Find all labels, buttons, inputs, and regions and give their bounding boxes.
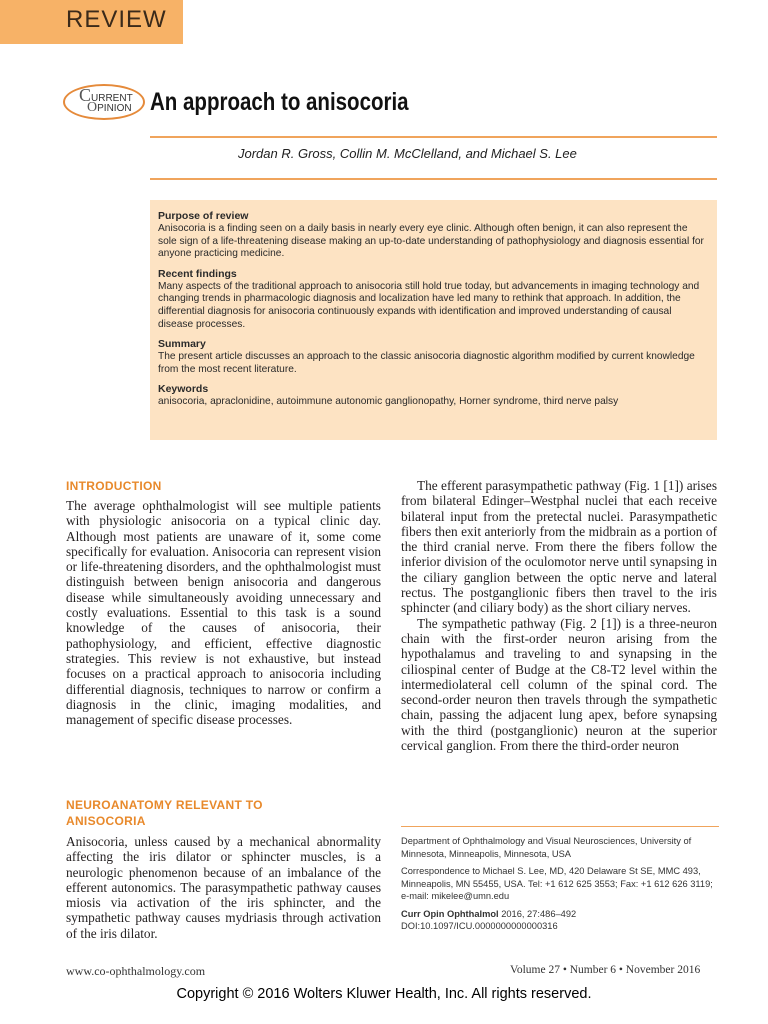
summary-text: The present article discusses an approach to the classic anisocoria diagnostic algorithm modified by current knowledge from the most recent literature. — [158, 351, 695, 375]
purpose-text: Anisocoria is a finding seen on a daily basis in nearly every eye clinic. Although often benign, it can also represent the sole sign of a life-threatening disease making an up-to-date understanding of pathophysiology and diagnosis essential for anyone practicing medicine. — [158, 223, 704, 260]
article-title: An approach to anisocoria — [150, 88, 409, 116]
findings-heading: Recent findings — [158, 267, 237, 280]
citation-journal: Curr Opin Ophthalmol — [401, 908, 499, 919]
copyright-notice: Copyright © 2016 Wolters Kluwer Health, Inc. All rights reserved. — [176, 986, 592, 1002]
summary-heading: Summary — [158, 338, 206, 351]
logo-letter-c: C — [79, 85, 92, 105]
review-tab — [0, 0, 183, 44]
current-opinion-logo — [63, 84, 145, 120]
logo-letter-o: O — [87, 100, 98, 115]
keywords-text: anisocoria, apraclonidine, autoimmune autonomic ganglionopathy, Horner syndrome, third nerve palsy — [158, 396, 619, 408]
introduction-paragraph: The average ophthalmologist will see multiple patients with physiologic anisocoria on a typical clinic day. Although most patients are unaware of it, some come specifically for evaluation. Anisocoria can represent vision or life-threatening disorders, and the ophthalmologist must distinguish between benign anisocoria and dangerous disease while simultaneously avoiding unnecessary and costly evaluations. Essential to this task is a sound knowledge of the causes of anisocoria, their pathophysiology, and efficient, effective diagnostic strategies. This review is not exhaustive, but instead focuses on a practical approach to anisocoria including differential diagnosis, techniques to narrow or confirm a diagnosis in the clinic, imaging modalities, and management of specific disease processes. — [66, 498, 381, 728]
findings-text: Many aspects of the traditional approach to anisocoria still hold true today, but advancements in imaging technology and changing trends in pharmacologic diagnosis and localization have led many to rethink that approach. In addition, the differential diagnosis for anisocoria continuously expands with identification and improved understanding of causal disease processes. — [158, 280, 700, 330]
purpose-heading: Purpose of review — [158, 210, 249, 222]
introduction-body — [66, 498, 381, 727]
logo-text-urrent: URRENT — [91, 93, 133, 104]
review-label: REVIEW — [66, 6, 167, 33]
neuroanatomy-body — [66, 834, 381, 941]
keywords-heading: Keywords — [158, 383, 209, 396]
correspondence-text: Correspondence to Michael S. Lee, MD, 420 Delaware St SE, MMC 493, Minneapolis, MN 55455, USA. Tel: +1 612 625 3553; Fax: +1 612 626 3119; e-mail: mikelee@umn.edu — [401, 866, 713, 901]
title-rule — [150, 136, 717, 138]
affiliation-block — [401, 835, 719, 938]
issue-info: Volume 27 • Number 6 • November 2016 — [510, 964, 701, 976]
logo-text-pinion: PINION — [97, 103, 132, 114]
sympathetic-paragraph: The sympathetic pathway (Fig. 2 [1]) is a three-neuron chain with the first-order neuron arising from the hypothalamus and traveling to and synapsing in the ciliospinal center of Budge at the C8-T2 level within the intermediolateral cell column of the spinal cord. The second-order neuron then travels through the sympathetic chain, passing the adjacent lung apex, before synapsing with the third (postganglionic) neuron at the superior cervical ganglion. From there the third-order neuron — [401, 615, 717, 754]
parasympathetic-paragraph: The efferent parasympathetic pathway (Fig. 1 [1]) arises from bilateral Edinger–Westphal nuclei that each receive bilateral input from the pretectal nuclei. Parasympathetic fibers then exit anteriorly from the midbrain as a portion of the third cranial nerve. From there the fibers follow the inferior division of the oculomotor nerve until synapsing in the ciliary ganglion between the optic nerve and lateral rectus. The postganglionic fibers then travel to the iris sphincter (and ciliary body) as the short ciliary nerves. — [401, 478, 717, 616]
doi-text: DOI:10.1097/ICU.0000000000000316 — [401, 921, 558, 931]
abstract-box — [150, 200, 717, 440]
neuroanatomy-heading — [66, 797, 263, 829]
neuroanatomy-paragraph: Anisocoria, unless caused by a mechanical abnormality affecting the iris dilator or sphincter muscles, is a neurologic phenomenon because of an imbalance of the efferent autonomics. The parasympathetic pathway causes miosis via activation of the iris sphincter, and the sympathetic pathway causes mydriasis through activation of the iris dilator. — [66, 834, 381, 941]
journal-url: www.co-ophthalmology.com — [66, 964, 206, 978]
authors: Jordan R. Gross, Collin M. McClelland, and Michael S. Lee — [238, 146, 577, 161]
neuroanatomy-heading-line1: NEUROANATOMY RELEVANT TO — [66, 798, 263, 812]
introduction-heading: INTRODUCTION — [66, 479, 162, 493]
right-column-body — [401, 478, 717, 753]
neuroanatomy-heading-line2: ANISOCORIA — [66, 814, 146, 828]
citation-details: 2016, 27:486–492 — [498, 908, 577, 919]
authors-rule — [150, 178, 717, 180]
affiliation-rule — [401, 826, 719, 827]
department-text: Department of Ophthalmology and Visual Neurosciences, University of Minnesota, Minneapolis, Minnesota, USA — [401, 836, 692, 859]
